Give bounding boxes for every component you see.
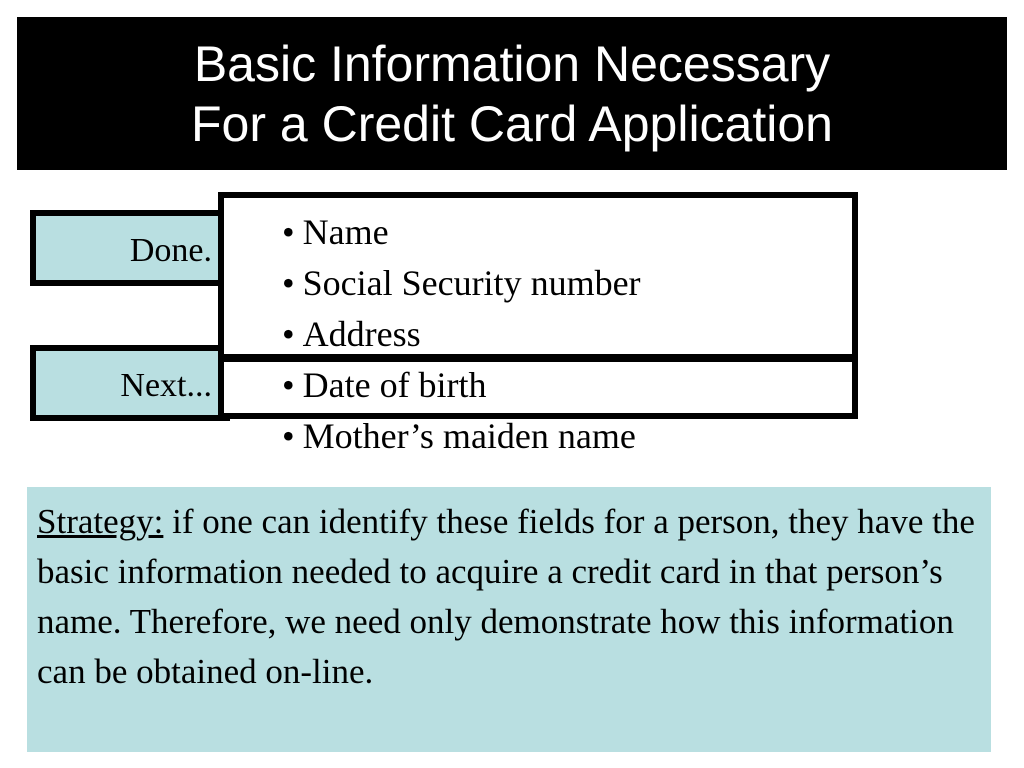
field-item-ssn	[282, 258, 641, 309]
field-item-label: Social Security number	[302, 263, 641, 303]
title-line-1: Basic Information Necessary	[193, 35, 831, 92]
strategy-box	[27, 487, 991, 752]
strategy-label: Strategy:	[37, 502, 164, 541]
title-bar	[17, 17, 1007, 170]
field-item-label: Date of birth	[302, 365, 487, 405]
field-item-date-of-birth	[282, 360, 641, 411]
field-item-name	[282, 207, 641, 258]
field-list	[282, 207, 641, 462]
next-label: Next...	[120, 367, 212, 404]
next-box	[30, 345, 230, 421]
done-label: Done.	[129, 232, 212, 269]
field-item-label: Mother’s maiden name	[302, 416, 636, 456]
title-line-2: For a Credit Card Application	[191, 95, 833, 152]
field-item-label: Name	[302, 212, 389, 252]
field-item-label: Address	[302, 314, 421, 354]
strategy-text: if one can identify these fields for a person, they have the basic information needed to acquire a credit card in that person’s name. Therefore, we need only demonstrate how this information can be obtained on-line.	[37, 502, 975, 691]
done-box	[30, 210, 230, 286]
field-item-address	[282, 309, 641, 360]
field-item-mothers-maiden-name	[282, 411, 641, 462]
